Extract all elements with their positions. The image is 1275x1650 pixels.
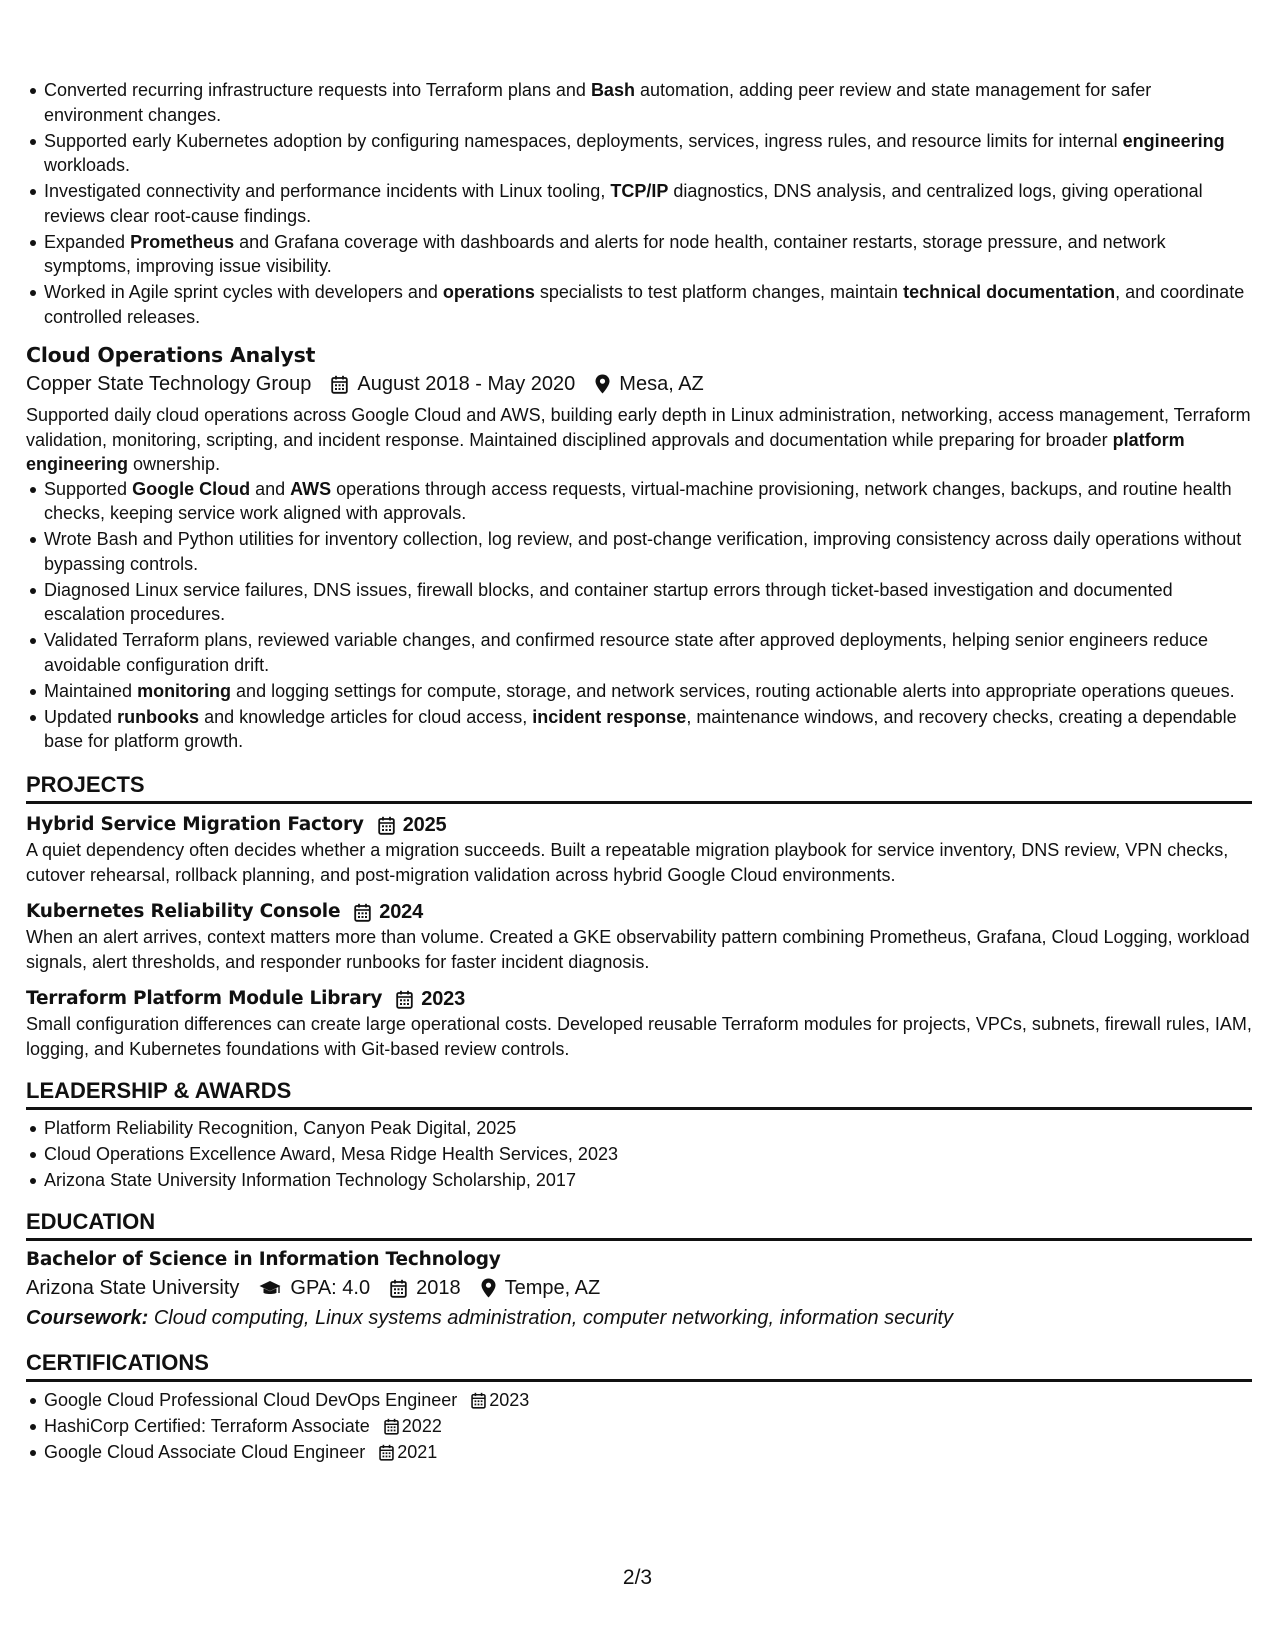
school-name: Arizona State University [26, 1277, 240, 1299]
coursework [26, 1303, 1252, 1333]
project-title-row [26, 899, 1252, 925]
prev-job-bullets [26, 78, 1252, 329]
projects-heading: PROJECTS [26, 771, 1252, 804]
bullet-item: Validated Terraform plans, reviewed variable changes, and confirmed resource state after approved deployments, helping senior engineers reduce avoidable configuration drift. [44, 628, 1252, 677]
emphasis-text: runbooks [117, 706, 200, 727]
calendar-icon [390, 1279, 407, 1298]
emphasis-text: incident response [532, 706, 687, 727]
emphasis-text: monitoring [137, 680, 232, 701]
certifications-heading: CERTIFICATIONS [26, 1349, 1252, 1382]
graduation-cap-icon [259, 1280, 281, 1297]
company-name: Copper State Technology Group [26, 373, 312, 395]
job-title: Cloud Operations Analyst [26, 343, 316, 367]
graduation-year: 2018 [416, 1277, 461, 1299]
map-marker-icon [595, 374, 610, 394]
job-meta [26, 369, 1252, 399]
cert-name: Google Cloud Professional Cloud DevOps Engineer [44, 1390, 458, 1410]
calendar-icon [384, 1418, 399, 1435]
calendar-icon [354, 903, 371, 922]
project-year: 2025 [402, 814, 447, 836]
cert-item [44, 1414, 1252, 1439]
job-dates: August 2018 - May 2020 [357, 373, 576, 395]
leadership-list [26, 1116, 1252, 1193]
calendar-icon [471, 1392, 486, 1409]
cert-year: 2022 [401, 1416, 442, 1436]
bullet-item: Expanded Prometheus and Grafana coverage with dashboards and alerts for node health, container restarts, storage pressure, and network symptoms, improving issue visibility. [44, 230, 1252, 279]
calendar-icon [396, 990, 413, 1009]
project-description: A quiet dependency often decides whether a migration succeeds. Built a repeatable migration playbook for service inventory, DNS review, VPN checks, cutover rehearsal, rollback planning, and post-migration validation across hybrid Google Cloud environments. [26, 840, 1229, 885]
emphasis-text: operations [442, 282, 535, 302]
bullet-item: Diagnosed Linux service failures, DNS issues, firewall blocks, and container startup errors through ticket-based investigation and documented escalation procedures. [44, 578, 1252, 627]
page-number: 2/3 [622, 1566, 653, 1589]
emphasis-text: Prometheus [130, 231, 235, 252]
education-heading: EDUCATION [26, 1208, 1252, 1241]
cert-year: 2023 [489, 1390, 530, 1410]
project-title-row [26, 986, 1252, 1012]
project-title: Terraform Platform Module Library [26, 988, 383, 1009]
bullet-item: Updated runbooks and knowledge articles for cloud access, incident response, maintenance windows, and recovery checks, creating a dependable base for platform growth. [44, 705, 1252, 754]
project-year: 2024 [379, 901, 423, 923]
certifications-list [26, 1388, 1252, 1465]
bullet-item: Supported Google Cloud and AWS operations through access requests, virtual-machine provisioning, network changes, backups, and routine health checks, keeping service work aligned with approvals. [44, 477, 1252, 526]
calendar-icon [331, 375, 348, 394]
school-location: Tempe, AZ [504, 1277, 601, 1299]
project-description: When an alert arrives, context matters more than volume. Created a GKE observability pattern combining Prometheus, Grafana, Cloud Logging, workload signals, alert thresholds, and responder runbooks for faster incident diagnosis. [26, 927, 1250, 972]
project-description: Small configuration differences can create large operational costs. Developed reusable Terraform modules for projects, VPCs, subnets, firewall rules, IAM, logging, and Kubernetes foundations with Git-based review controls. [26, 1014, 1252, 1059]
bullet-item: Wrote Bash and Python utilities for inventory collection, log review, and post-change verification, improving consistency across daily operations without bypassing controls. [44, 527, 1252, 576]
emphasis-text: Bash [590, 80, 635, 100]
coursework-label: Coursework: [26, 1307, 149, 1329]
map-marker-icon [481, 1278, 496, 1298]
cert-item [44, 1440, 1252, 1465]
award-item: Arizona State University Information Technology Scholarship, 2017 [44, 1168, 1252, 1193]
project-title: Kubernetes Reliability Console [26, 901, 341, 922]
resume-page [26, 78, 1252, 1466]
job-location: Mesa, AZ [619, 373, 704, 395]
leadership-heading: LEADERSHIP & AWARDS [26, 1077, 1252, 1110]
emphasis-text: AWS [290, 478, 332, 499]
bullet-item: Supported early Kubernetes adoption by configuring namespaces, deployments, services, ingress rules, and resource limits for internal engineering workloads. [44, 129, 1252, 178]
bullet-item: Worked in Agile sprint cycles with developers and operations specialists to test platform changes, maintain technical documentation, and coordinate controlled releases. [44, 280, 1252, 329]
cert-year: 2021 [397, 1442, 438, 1462]
project-title-row [26, 812, 1252, 838]
emphasis-text: technical documentation [903, 282, 1116, 302]
calendar-icon [379, 1444, 394, 1461]
bullet-item: Maintained monitoring and logging settings for compute, storage, and network services, routing actionable alerts into appropriate operations queues. [44, 679, 1252, 704]
bullet-item: Converted recurring infrastructure requests into Terraform plans and Bash automation, adding peer review and state management for safer environment changes. [44, 78, 1252, 127]
award-item: Platform Reliability Recognition, Canyon Peak Digital, 2025 [44, 1116, 1252, 1141]
cert-name: HashiCorp Certified: Terraform Associate [44, 1416, 370, 1436]
award-item: Cloud Operations Excellence Award, Mesa Ridge Health Services, 2023 [44, 1142, 1252, 1167]
degree-title: Bachelor of Science in Information Technology [26, 1249, 501, 1270]
job-bullets [26, 477, 1252, 754]
calendar-icon [378, 816, 395, 835]
coursework-list: Cloud computing, Linux systems administration, computer networking, information security [153, 1307, 954, 1329]
job-summary: Supported daily cloud operations across Google Cloud and AWS, building early depth in Linux administration, networking, access management, Terraform validation, monitoring, scripting, and incident response. Maintained disciplined approvals and documentation while preparing for broader platform engineering ownership. [26, 405, 1251, 474]
emphasis-text: Google Cloud [132, 478, 251, 499]
project-title: Hybrid Service Migration Factory [26, 814, 364, 835]
project-year: 2023 [421, 988, 465, 1010]
education-meta [26, 1273, 1252, 1303]
emphasis-text: engineering [1122, 130, 1225, 151]
cert-name: Google Cloud Associate Cloud Engineer [44, 1442, 366, 1462]
gpa: GPA: 4.0 [290, 1277, 371, 1299]
emphasis-text: TCP/IP [610, 181, 669, 201]
emphasis-text: platform engineering [26, 429, 1185, 474]
cert-item [44, 1388, 1252, 1413]
bullet-item: Investigated connectivity and performance incidents with Linux tooling, TCP/IP diagnostics, DNS analysis, and centralized logs, giving operational reviews clear root-cause findings. [44, 179, 1252, 228]
